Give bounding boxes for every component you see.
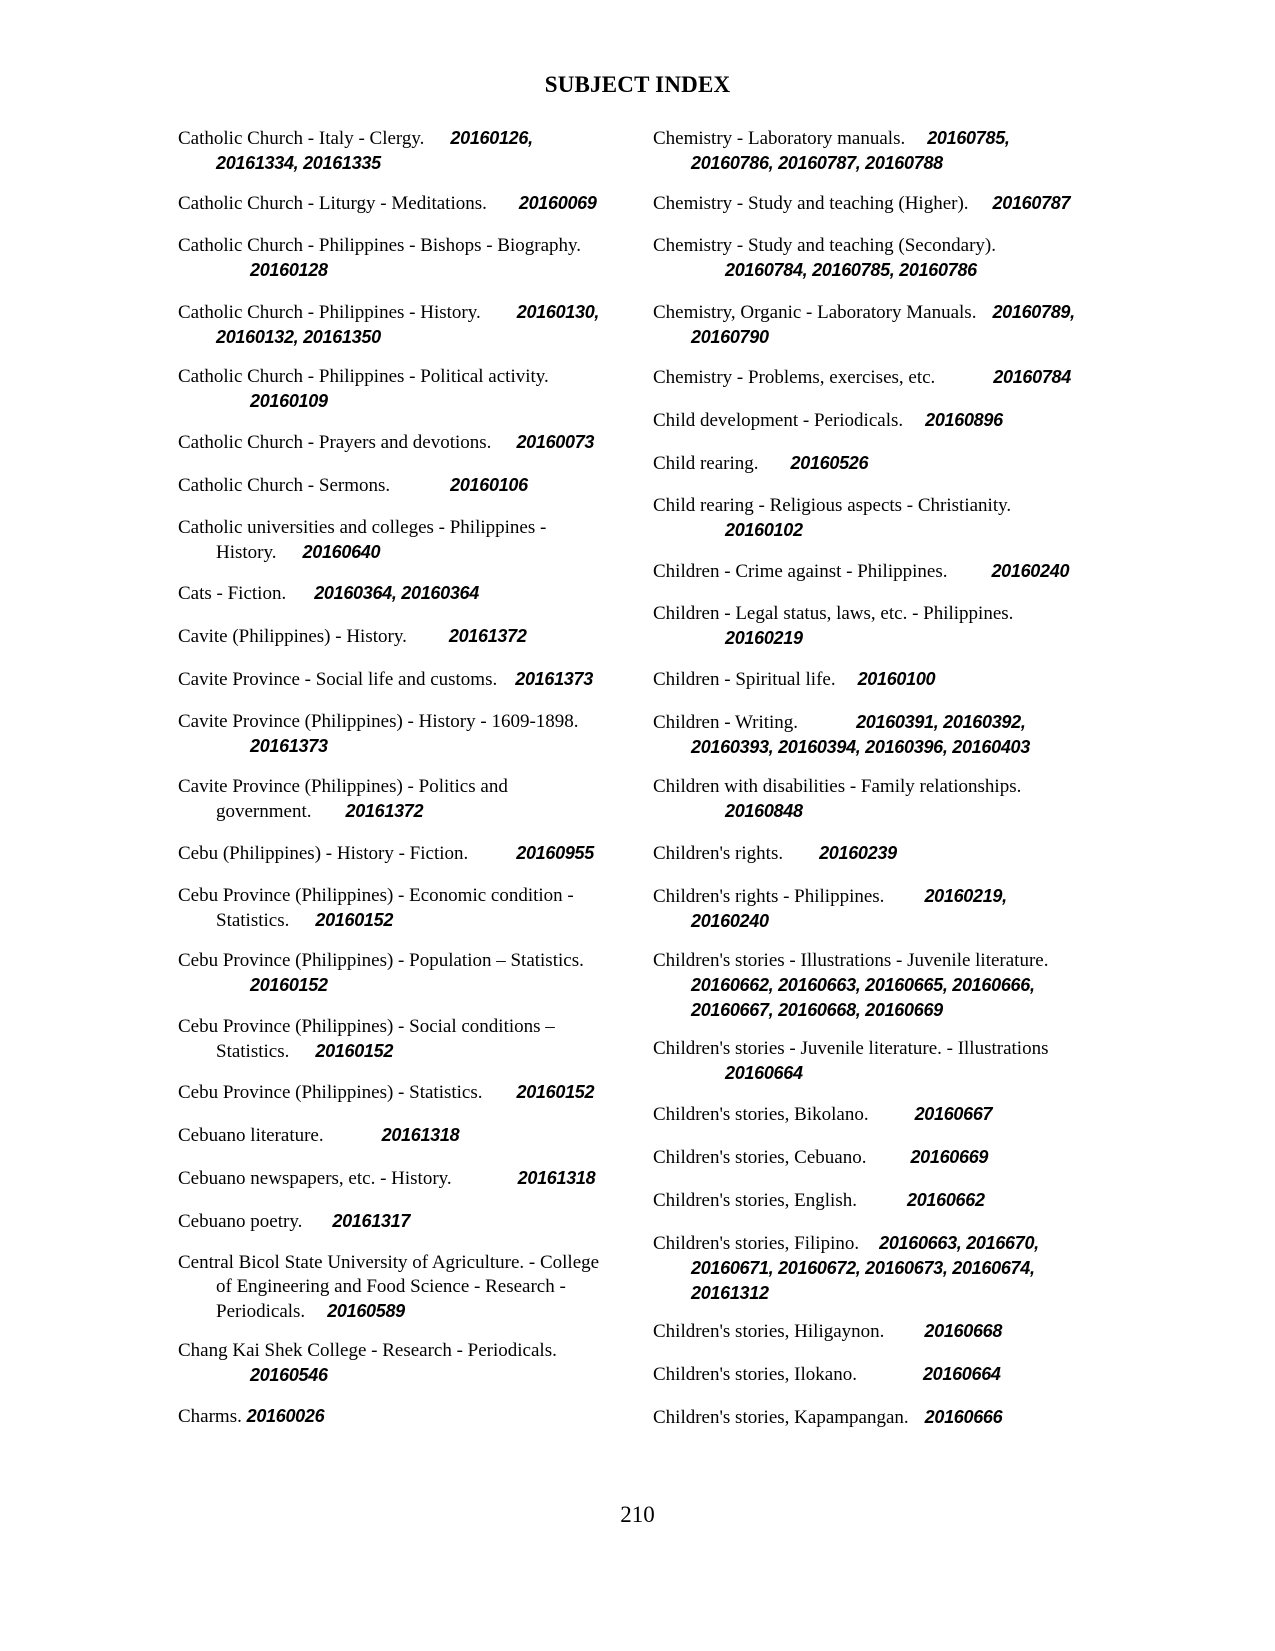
- index-entry: [653, 451, 868, 476]
- index-entry: [178, 581, 479, 606]
- entry-heading: Children's rights.: [653, 843, 784, 864]
- entry-heading: Cavite (Philippines) - History.: [178, 626, 407, 647]
- entry-refs: 20161317: [332, 1211, 411, 1231]
- entry-refs: 20161372: [345, 801, 424, 821]
- entry-refs: 20160100: [857, 669, 936, 689]
- entry-heading: Children's stories, English.: [653, 1190, 857, 1211]
- index-entry: [653, 1362, 1001, 1387]
- index-entry: [653, 126, 1010, 176]
- entry-refs: 20161373: [515, 669, 593, 689]
- entry-heading: Periodicals.: [216, 1301, 306, 1322]
- entry-heading: Cebu (Philippines) - History - Fiction.: [178, 843, 469, 864]
- entry-refs: 20160669: [910, 1147, 989, 1167]
- entry-refs: 20160102: [725, 520, 803, 540]
- entry-heading: government.: [216, 801, 312, 822]
- entry-heading: Chemistry - Problems, exercises, etc.: [653, 367, 936, 388]
- index-entry: [653, 775, 1021, 824]
- entry-heading: Cebu Province (Philippines) - Population – Statistics.: [178, 950, 584, 971]
- entry-heading: Cavite Province - Social life and customs.: [178, 669, 498, 690]
- entry-refs: 20161373: [250, 736, 328, 756]
- entry-heading: Chemistry - Laboratory manuals.: [653, 128, 906, 149]
- entry-heading: Cebuano newspapers, etc. - History.: [178, 1168, 452, 1189]
- entry-heading: Chemistry - Study and teaching (Higher).: [653, 193, 969, 214]
- index-entry: [178, 516, 546, 565]
- entry-refs: 20160848: [725, 801, 803, 821]
- entry-refs: 20160790: [691, 327, 769, 347]
- index-entry: [653, 710, 1030, 760]
- index-entry: [653, 884, 1007, 934]
- entry-refs: 20160126,: [450, 128, 533, 148]
- entry-heading: Children - Spiritual life.: [653, 669, 836, 690]
- entry-refs: 20160784, 20160785, 20160786: [725, 260, 977, 280]
- entry-refs: 20160364, 20160364: [314, 583, 479, 603]
- index-entry: [653, 1188, 985, 1213]
- entry-refs: 20161318: [517, 1168, 596, 1188]
- entry-refs: 20160546: [250, 1365, 328, 1385]
- index-entry: [178, 1166, 595, 1191]
- entry-refs: 20160391, 20160392,: [856, 712, 1026, 732]
- index-entry: [178, 1404, 324, 1429]
- entry-refs: 20160069: [518, 193, 597, 213]
- index-entry: [653, 1037, 1048, 1086]
- entry-refs: 20160130,: [516, 302, 600, 322]
- entry-heading: of Engineering and Food Science - Research -: [216, 1276, 566, 1297]
- index-entry: [653, 300, 1075, 350]
- entry-heading: Children - Crime against - Philippines.: [653, 561, 948, 582]
- entry-refs: 20160662: [906, 1190, 985, 1210]
- index-entry: [178, 775, 508, 824]
- index-entry: [178, 667, 593, 692]
- entry-heading: Children with disabilities - Family relationships.: [653, 776, 1022, 797]
- page-number: 210: [620, 1502, 655, 1527]
- entry-heading: Children's stories, Bikolano.: [653, 1104, 869, 1125]
- entry-refs: 20160787: [992, 193, 1071, 213]
- index-entry: [178, 710, 579, 759]
- index-entry: [178, 1080, 594, 1105]
- entry-refs: 20161318: [381, 1125, 460, 1145]
- entry-refs: 20160784: [993, 367, 1071, 387]
- index-entry: [653, 602, 1013, 651]
- entry-refs: 20160132, 20161350: [216, 327, 381, 347]
- entry-refs: 20160152: [250, 975, 328, 995]
- entry-heading: Cebu Province (Philippines) - Statistics.: [178, 1082, 483, 1103]
- entry-heading: Chemistry, Organic - Laboratory Manuals.: [653, 302, 977, 323]
- entry-heading: Cebuano literature.: [178, 1125, 324, 1146]
- entry-refs: 20160666: [924, 1407, 1003, 1427]
- index-entry: [653, 1231, 1039, 1306]
- entry-refs: 20160239: [819, 843, 897, 863]
- index-entry: [178, 473, 528, 498]
- entry-heading: Catholic Church - Italy - Clergy.: [178, 128, 425, 149]
- entry-refs: 20160152: [516, 1082, 595, 1102]
- entry-heading: Children's stories, Hiligaynon.: [653, 1321, 885, 1342]
- entry-heading: Cats - Fiction.: [178, 583, 287, 604]
- entry-heading: Chang Kai Shek College - Research - Periodicals.: [178, 1340, 557, 1361]
- index-entry: [178, 1123, 459, 1148]
- entry-refs: 20160589: [327, 1301, 405, 1321]
- entry-refs: 20160073: [516, 432, 595, 452]
- entry-refs: 20160663, 2016670,: [879, 1233, 1039, 1253]
- index-entry: [178, 884, 574, 933]
- entry-heading: Child development - Periodicals.: [653, 410, 904, 431]
- index-entry: [178, 1339, 557, 1388]
- entry-refs: 20160240: [691, 911, 769, 931]
- entry-heading: Children's stories, Filipino.: [653, 1233, 860, 1254]
- entry-refs: 20161312: [691, 1283, 769, 1303]
- entry-refs: 20161334, 20161335: [216, 153, 381, 173]
- index-entry: [178, 624, 527, 649]
- entry-heading: Cavite Province (Philippines) - Politics and: [178, 776, 508, 797]
- entry-refs: 20160667, 20160668, 20160669: [691, 1000, 943, 1020]
- index-entry: [178, 365, 549, 414]
- entry-refs: 20160785,: [927, 128, 1010, 148]
- index-entry: [178, 234, 581, 283]
- entry-heading: Cebu Province (Philippines) - Social conditions –: [178, 1016, 555, 1037]
- index-entry: [653, 559, 1069, 584]
- entry-refs: 20160955: [516, 843, 594, 863]
- entry-heading: Central Bicol State University of Agriculture. - College: [178, 1252, 600, 1273]
- index-entry: [653, 365, 1071, 390]
- entry-heading: Children's stories - Illustrations - Juvenile literature.: [653, 950, 1049, 971]
- entry-heading: Children's stories, Kapampangan.: [653, 1407, 909, 1428]
- entry-refs: 20160526: [790, 453, 869, 473]
- index-entry: [178, 841, 594, 866]
- entry-refs: 20160786, 20160787, 20160788: [691, 153, 943, 173]
- index-entry: [653, 841, 897, 866]
- entry-heading: Child rearing - Religious aspects - Christianity.: [653, 495, 1012, 516]
- index-entry: [178, 126, 533, 176]
- entry-refs: 20160393, 20160394, 20160396, 20160403: [691, 737, 1030, 757]
- entry-heading: Catholic Church - Liturgy - Meditations.: [178, 193, 487, 214]
- entry-refs: 20160106: [450, 475, 528, 495]
- index-entry: [653, 234, 996, 283]
- index-entry: [653, 191, 1070, 216]
- entry-heading: History.: [216, 542, 277, 563]
- entry-heading: Chemistry - Study and teaching (Secondary).: [653, 235, 996, 256]
- index-entry: [178, 1209, 410, 1234]
- entry-refs: 20160671, 20160672, 20160673, 20160674,: [691, 1258, 1035, 1278]
- entry-refs: 20160662, 20160663, 20160665, 20160666,: [691, 975, 1035, 995]
- index-entry: [653, 408, 1003, 433]
- entry-heading: Children - Writing.: [653, 712, 799, 733]
- entry-refs: 20160026: [246, 1406, 325, 1426]
- entry-refs: 20160219,: [924, 886, 1007, 906]
- entry-refs: 20160664: [725, 1063, 803, 1083]
- entry-refs: 20160789,: [992, 302, 1075, 322]
- page-title: SUBJECT INDEX: [544, 72, 731, 97]
- entry-heading: Statistics.: [216, 910, 290, 931]
- entry-heading: Children's stories, Ilokano.: [653, 1364, 857, 1385]
- index-entry: [178, 300, 599, 350]
- index-entry: [653, 1145, 988, 1170]
- entry-refs: 20160109: [250, 391, 328, 411]
- entry-heading: Child rearing.: [653, 453, 759, 474]
- index-entry: [653, 1405, 1002, 1430]
- entry-heading: Catholic universities and colleges - Philippines -: [178, 517, 547, 538]
- index-entry: [178, 1251, 599, 1324]
- entry-refs: 20161372: [448, 626, 527, 646]
- entry-heading: Children's rights - Philippines.: [653, 886, 885, 907]
- entry-heading: Catholic Church - Philippines - History.: [178, 302, 481, 323]
- entry-refs: 20160152: [315, 1041, 394, 1061]
- entry-heading: Cebuano poetry.: [178, 1211, 303, 1232]
- index-entry: [653, 1102, 992, 1127]
- entry-refs: 20160128: [250, 260, 328, 280]
- entry-refs: 20160240: [991, 561, 1070, 581]
- entry-refs: 20160896: [925, 410, 1003, 430]
- entry-refs: 20160219: [725, 628, 803, 648]
- entry-refs: 20160668: [924, 1321, 1003, 1341]
- index-entry: [653, 1319, 1002, 1344]
- entry-refs: 20160667: [914, 1104, 993, 1124]
- entry-heading: Catholic Church - Sermons.: [178, 475, 391, 496]
- entry-heading: Charms.: [178, 1406, 242, 1427]
- entry-refs: 20160640: [302, 542, 381, 562]
- entry-refs: 20160152: [315, 910, 394, 930]
- index-entry: [178, 191, 597, 216]
- index-entry: [178, 949, 584, 998]
- entry-refs: 20160664: [922, 1364, 1001, 1384]
- entry-heading: Catholic Church - Prayers and devotions.: [178, 432, 492, 453]
- index-entry: [653, 494, 1011, 543]
- index-entry: [653, 949, 1048, 1023]
- entry-heading: Children - Legal status, laws, etc. - Philippines.: [653, 603, 1014, 624]
- index-entry: [653, 667, 935, 692]
- entry-heading: Statistics.: [216, 1041, 290, 1062]
- entry-heading: Cebu Province (Philippines) - Economic condition -: [178, 885, 574, 906]
- entry-heading: Children's stories, Cebuano.: [653, 1147, 867, 1168]
- entry-heading: Catholic Church - Philippines - Political activity.: [178, 366, 549, 387]
- index-entry: [178, 1015, 555, 1064]
- entry-heading: Catholic Church - Philippines - Bishops - Biography.: [178, 235, 582, 256]
- entry-heading: Children's stories - Juvenile literature. - Illustrations: [653, 1038, 1049, 1059]
- index-entry: [178, 430, 594, 455]
- entry-heading: Cavite Province (Philippines) - History - 1609-1898.: [178, 711, 579, 732]
